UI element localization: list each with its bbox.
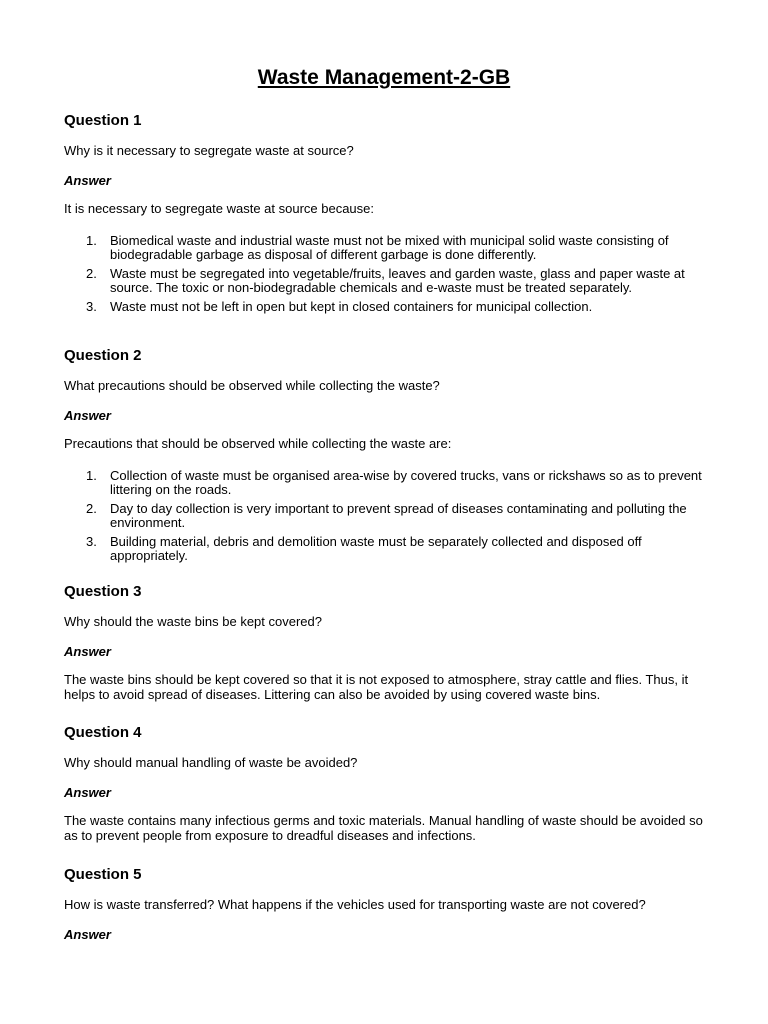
list-item: 1. Collection of waste must be organised area-wise by covered trucks, vans or rickshaws so as to prevent littering on the roads. bbox=[86, 467, 702, 497]
question-2-block bbox=[64, 347, 704, 568]
answer-label: Answer bbox=[64, 173, 111, 188]
question-text: Why should the waste bins be kept covered? bbox=[64, 614, 322, 629]
list-item: 3. Building material, debris and demolition waste must be separately collected and disposed off appropriately. bbox=[86, 533, 642, 563]
answer-label: Answer bbox=[64, 927, 111, 942]
answer-label: Answer bbox=[64, 408, 111, 423]
answer-label: Answer bbox=[64, 785, 111, 800]
answer-intro: It is necessary to segregate waste at source because: bbox=[64, 201, 375, 216]
list-item: 1. Biomedical waste and industrial waste must not be mixed with municipal solid waste consisting of biodegradable garbage as disposal of different garbage is done differently. bbox=[86, 232, 669, 262]
question-4-block bbox=[64, 724, 704, 843]
list-item: 2. Day to day collection is very important to prevent spread of diseases contaminating and polluting the environment. bbox=[86, 500, 687, 530]
question-1-block bbox=[64, 112, 704, 318]
answer-intro: Precautions that should be observed while collecting the waste are: bbox=[64, 436, 452, 451]
answer-list bbox=[64, 469, 704, 564]
answer-text: The waste bins should be kept covered so that it is not exposed to atmosphere, stray cattle and flies. Thus, it helps to avoid spread of diseases. Littering can also be avoided by using covered waste bins. bbox=[64, 672, 689, 702]
question-text: What precautions should be observed while collecting the waste? bbox=[64, 378, 440, 393]
question-heading: Question 1 bbox=[64, 112, 142, 129]
question-3-block bbox=[64, 583, 704, 702]
question-text: Why is it necessary to segregate waste at source? bbox=[64, 143, 354, 158]
list-item: 2. Waste must be segregated into vegetable/fruits, leaves and garden waste, glass and paper waste at source. The toxic or non-biodegradable chemicals and e-waste must be treated separately. bbox=[86, 265, 685, 295]
question-heading: Question 3 bbox=[64, 583, 142, 600]
question-heading: Question 4 bbox=[64, 724, 142, 741]
answer-list bbox=[64, 234, 704, 315]
question-text: Why should manual handling of waste be avoided? bbox=[64, 755, 358, 770]
document-title: Waste Management-2-GB bbox=[257, 66, 511, 89]
answer-text: The waste contains many infectious germs and toxic materials. Manual handling of waste should be avoided so as to prevent people from exposure to dreadful diseases and infections. bbox=[64, 813, 703, 843]
list-item: 3. Waste must not be left in open but kept in closed containers for municipal collection. bbox=[86, 298, 593, 314]
question-5-block bbox=[64, 866, 704, 942]
question-heading: Question 5 bbox=[64, 866, 142, 883]
question-text: How is waste transferred? What happens if the vehicles used for transporting waste are not covered? bbox=[64, 897, 646, 912]
answer-label: Answer bbox=[64, 644, 111, 659]
question-heading: Question 2 bbox=[64, 347, 142, 364]
